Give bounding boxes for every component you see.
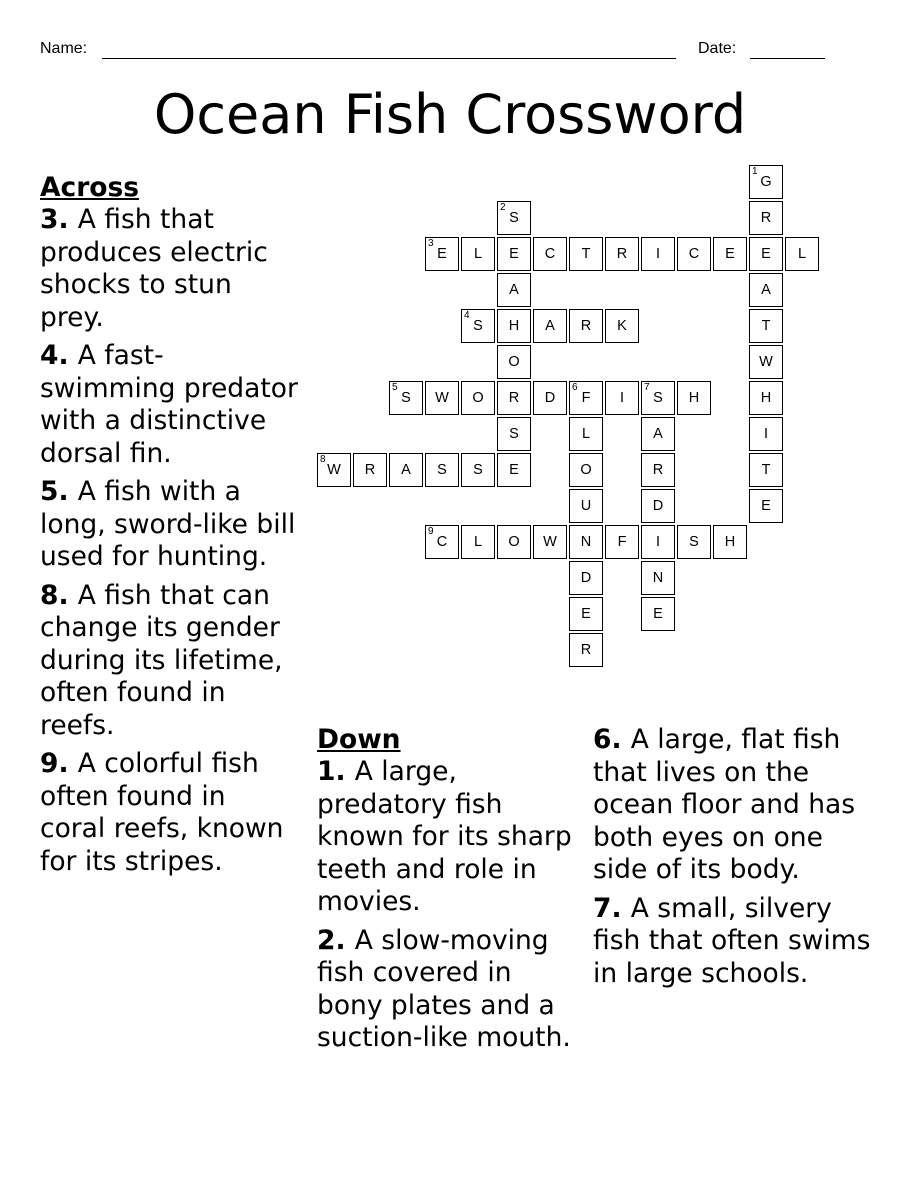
clue-number: 5 — [40, 476, 59, 507]
grid-cell[interactable] — [641, 597, 675, 631]
grid-cell[interactable] — [461, 381, 495, 415]
cell-letter: H — [760, 390, 772, 406]
date-field-line[interactable] — [750, 58, 825, 59]
cell-letter: H — [508, 318, 520, 334]
cell-letter: T — [581, 246, 591, 262]
page-title: Ocean Fish Crossword — [153, 83, 747, 146]
cell-letter: A — [509, 282, 519, 298]
cell-letter: K — [617, 318, 627, 334]
cell-letter: E — [509, 462, 519, 478]
cell-letter: C — [688, 246, 700, 262]
grid-cell[interactable] — [461, 309, 495, 343]
clue-number: 4 — [40, 340, 59, 371]
clue-text: A slow-moving fish covered in bony plates and a suction-like mouth. — [317, 924, 571, 1053]
cell-number: 9 — [428, 526, 434, 537]
cell-number: 1 — [752, 166, 758, 177]
cell-letter: O — [580, 462, 592, 478]
grid-cell[interactable] — [497, 309, 531, 343]
clue-down-7: 7. A small, silvery fish that often swims in large schools. — [593, 892, 871, 989]
cell-letter: S — [473, 318, 483, 334]
cell-letter: I — [619, 390, 625, 406]
cell-letter: S — [437, 462, 447, 478]
grid-cell[interactable] — [497, 525, 531, 559]
grid-cell[interactable] — [749, 309, 783, 343]
cell-letter: S — [689, 534, 699, 550]
grid-cell[interactable] — [569, 417, 603, 451]
cell-letter: I — [655, 246, 661, 262]
cell-letter: F — [581, 390, 591, 406]
cell-letter: W — [435, 390, 449, 406]
cell-letter: H — [688, 390, 700, 406]
grid-cell[interactable] — [461, 237, 495, 271]
grid-cell[interactable] — [461, 453, 495, 487]
cell-letter: A — [761, 282, 771, 298]
grid-cell[interactable] — [677, 237, 711, 271]
grid-cell[interactable] — [605, 381, 639, 415]
cell-letter: S — [473, 462, 483, 478]
clue-number: 2 — [317, 924, 336, 956]
grid-cell[interactable] — [389, 381, 423, 415]
grid-cell[interactable] — [749, 237, 783, 271]
grid-cell[interactable] — [605, 309, 639, 343]
down-clues-continued — [593, 724, 873, 996]
cell-letter: G — [760, 174, 772, 190]
cell-letter: L — [473, 534, 483, 550]
grid-cell[interactable] — [785, 237, 819, 271]
grid-cell[interactable] — [497, 381, 531, 415]
grid-cell[interactable] — [569, 561, 603, 595]
cell-letter: E — [437, 246, 447, 262]
grid-cell[interactable] — [497, 237, 531, 271]
name-field-line[interactable] — [102, 58, 676, 59]
grid-cell[interactable] — [497, 201, 531, 235]
grid-cell[interactable] — [677, 525, 711, 559]
cell-number: 3 — [428, 238, 434, 249]
clue-number: 1 — [317, 756, 336, 787]
grid-cell[interactable] — [497, 453, 531, 487]
cell-letter: C — [544, 246, 556, 262]
cell-letter: E — [761, 498, 771, 514]
grid-cell[interactable] — [425, 381, 459, 415]
clue-down-2: 2. A slow-moving fish covered in bony plates and a suction-like mouth. — [317, 924, 571, 1053]
grid-cell[interactable] — [569, 525, 603, 559]
grid-cell[interactable] — [569, 597, 603, 631]
cell-letter: S — [401, 390, 411, 406]
cell-letter: D — [652, 498, 664, 514]
grid-cell[interactable] — [641, 525, 675, 559]
cell-letter: W — [543, 534, 557, 550]
clue-across-5: 5. A fish with a long, sword-like bill used for hunting. — [40, 476, 296, 572]
date-label: Date: — [698, 40, 737, 57]
grid-cell[interactable] — [497, 345, 531, 379]
grid-cell[interactable] — [461, 525, 495, 559]
cell-letter: C — [436, 534, 448, 550]
grid-cell[interactable] — [749, 489, 783, 523]
cell-letter: R — [364, 462, 376, 478]
clue-number: 7 — [593, 892, 612, 924]
grid-cell[interactable] — [425, 525, 459, 559]
grid-cell[interactable] — [605, 525, 639, 559]
cell-letter: W — [327, 462, 341, 478]
clue-number: 9 — [40, 748, 59, 779]
cell-number: 7 — [644, 382, 650, 393]
grid-cell[interactable] — [641, 381, 675, 415]
cell-letter: E — [725, 246, 735, 262]
grid-cell[interactable] — [317, 453, 351, 487]
clue-number: 8 — [40, 579, 59, 611]
cell-letter: N — [652, 570, 664, 586]
clue-across-3: 3. A fish that produces electric shocks to stun prey. — [40, 204, 268, 333]
cell-letter: E — [653, 606, 663, 622]
cell-letter: A — [545, 318, 555, 334]
cell-letter: A — [653, 426, 663, 442]
grid-cell[interactable] — [641, 237, 675, 271]
grid-cell[interactable] — [713, 237, 747, 271]
cell-number: 5 — [392, 382, 398, 393]
clue-number: 3 — [40, 204, 59, 235]
cell-letter: S — [653, 390, 663, 406]
grid-cell[interactable] — [749, 201, 783, 235]
cell-letter: T — [761, 318, 771, 334]
cell-letter: E — [581, 606, 591, 622]
cell-letter: R — [508, 390, 520, 406]
clue-text: A large, flat fish that lives on the ocean floor and has both eyes on one side of its body. — [593, 724, 856, 885]
across-clues — [40, 172, 298, 884]
grid-cell[interactable] — [641, 489, 675, 523]
clue-across-4: 4. A fast-swimming predator with a distinctive dorsal fin. — [40, 340, 298, 469]
clue-across-9: 9. A colorful fish often found in coral reefs, known for its stripes. — [40, 748, 284, 877]
cell-letter: L — [581, 426, 591, 442]
grid-cell[interactable] — [533, 381, 567, 415]
grid-cell[interactable] — [569, 381, 603, 415]
cell-letter: R — [616, 246, 628, 262]
cell-letter: A — [401, 462, 411, 478]
cell-letter: I — [655, 534, 661, 550]
clue-across-8: 8. A fish that can change its gender during its lifetime, often found in reefs. — [40, 579, 283, 741]
grid-cell[interactable] — [749, 453, 783, 487]
cell-letter: T — [761, 462, 771, 478]
grid-cell[interactable] — [749, 345, 783, 379]
cell-number: 8 — [320, 454, 326, 465]
grid-cell[interactable] — [569, 309, 603, 343]
grid-cell[interactable] — [533, 309, 567, 343]
cell-letter: R — [580, 642, 592, 658]
cell-letter: I — [763, 426, 769, 442]
grid-cell[interactable] — [677, 381, 711, 415]
cell-letter: O — [508, 354, 520, 370]
cell-letter: S — [509, 426, 519, 442]
cell-letter: R — [652, 462, 664, 478]
clue-text: A fish with a long, sword-like bill used for hunting. — [40, 476, 296, 572]
grid-cell[interactable] — [641, 453, 675, 487]
cell-letter: L — [473, 246, 483, 262]
clue-text: A fast-swimming predator with a distinctive dorsal fin. — [40, 340, 298, 469]
grid-cell[interactable] — [605, 237, 639, 271]
cell-number: 4 — [464, 310, 470, 321]
cell-letter: E — [761, 246, 771, 262]
grid-cell[interactable] — [749, 165, 783, 199]
clue-text: A fish that can change its gender during its lifetime, often found in reefs. — [40, 579, 283, 741]
cell-number: 2 — [500, 202, 506, 213]
grid-cell[interactable] — [425, 453, 459, 487]
grid-cell[interactable] — [713, 525, 747, 559]
down-heading: Down — [317, 724, 401, 755]
clue-text: A colorful fish often found in coral reefs, known for its stripes. — [40, 748, 284, 877]
grid-cell[interactable] — [569, 633, 603, 667]
grid-cell[interactable] — [749, 417, 783, 451]
grid-cell[interactable] — [569, 237, 603, 271]
cell-letter: U — [580, 498, 592, 514]
grid-cell[interactable] — [353, 453, 387, 487]
cell-letter: N — [580, 534, 592, 550]
name-label: Name: — [40, 40, 88, 57]
grid-cell[interactable] — [533, 237, 567, 271]
cell-number: 6 — [572, 382, 578, 393]
clue-text: A small, silvery fish that often swims in large schools. — [593, 892, 871, 989]
cell-letter: E — [509, 246, 519, 262]
clue-number: 6 — [593, 724, 612, 755]
clue-text: A fish that produces electric shocks to stun prey. — [40, 204, 268, 333]
cell-letter: L — [797, 246, 807, 262]
grid-cell[interactable] — [533, 525, 567, 559]
grid-cell[interactable] — [497, 273, 531, 307]
cell-letter: O — [508, 534, 520, 550]
clue-down-1: 1. A large, predatory fish known for its sharp teeth and role in movies. — [317, 756, 572, 917]
grid-cell[interactable] — [569, 453, 603, 487]
cell-letter: S — [509, 210, 519, 226]
grid-cell[interactable] — [749, 381, 783, 415]
grid-cell[interactable] — [497, 417, 531, 451]
across-heading: Across — [40, 172, 140, 203]
cell-letter: W — [759, 354, 773, 370]
grid-cell[interactable] — [749, 273, 783, 307]
cell-letter: D — [544, 390, 556, 406]
header-row — [40, 40, 830, 62]
cell-letter: R — [760, 210, 772, 226]
cell-letter: D — [580, 570, 592, 586]
grid-cell[interactable] — [641, 417, 675, 451]
cell-letter: H — [724, 534, 736, 550]
cell-letter: R — [580, 318, 592, 334]
clue-down-6: 6. A large, flat fish that lives on the ocean floor and has both eyes on one side of its body. — [593, 724, 856, 885]
down-clues — [317, 724, 579, 1061]
cell-letter: O — [472, 390, 484, 406]
clue-text: A large, predatory fish known for its sharp teeth and role in movies. — [317, 756, 572, 917]
grid-cell[interactable] — [425, 237, 459, 271]
grid-cell[interactable] — [569, 489, 603, 523]
cell-letter: F — [617, 534, 627, 550]
grid-cell[interactable] — [641, 561, 675, 595]
grid-cell[interactable] — [389, 453, 423, 487]
